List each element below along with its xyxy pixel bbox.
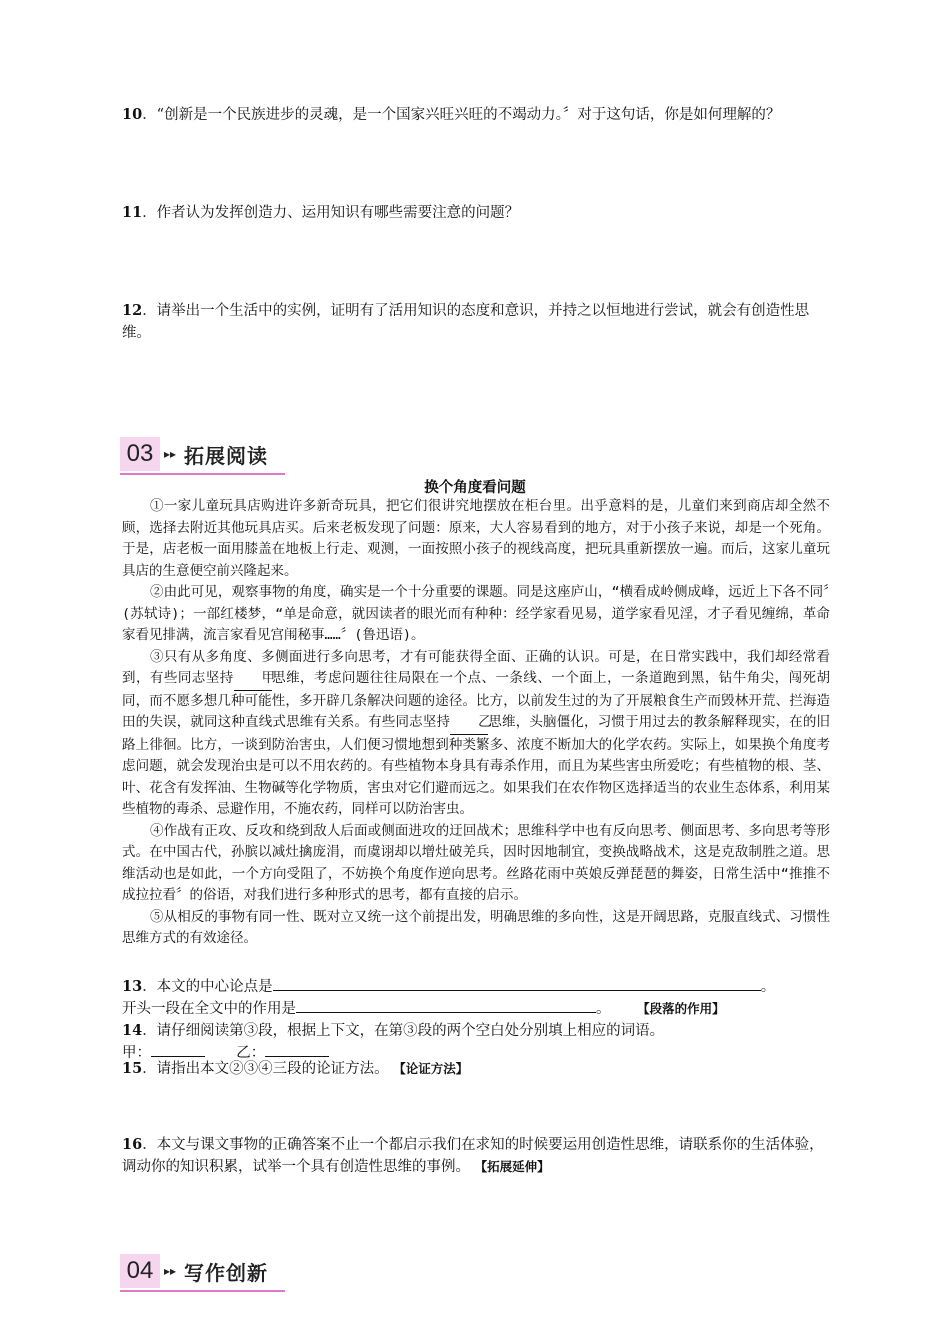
question-text: ．“创新是一个民族进步的灵魂，是一个国家兴旺兴旺的不竭动力。〞对于这句话，你是如何理解的？	[142, 107, 781, 123]
paragraph-3	[122, 647, 830, 821]
question-number: 14	[122, 1022, 143, 1039]
blank-jia: 甲	[234, 668, 272, 691]
question-10	[122, 104, 830, 126]
question-13-line-2	[122, 998, 830, 1020]
period: 。	[760, 979, 776, 995]
label-yi: 乙：	[236, 1045, 266, 1061]
question-16	[122, 1134, 830, 1178]
question-12	[122, 300, 830, 344]
paragraph-4: ④作战有正攻、反攻和绕到敌人后面或侧面进攻的迂回战术；思维科学中也有反向思考、侧面思考、多向思考等形式。在中国古代，孙膑以减灶擒庞涓，而虞诩却以增灶破羌兵，因时因地制宜，变换战略战术，这是克敌制胜之道。思维活动也是如此，一个方向受阻了，不妨换个角度作逆向思考。丝路花雨中英娘反弹琵琶的舞姿，日常生活中“推推不成拉拉看〞的俗语，对我们进行多种形式的思考，都有直接的启示。	[122, 822, 830, 903]
question-number: 12	[122, 302, 143, 319]
answer-blank-yi[interactable]	[265, 1042, 329, 1057]
question-number: 15	[122, 1060, 143, 1077]
question-text: ．本文的中心论点是	[142, 979, 273, 995]
double-arrow-icon: ▸▸	[164, 447, 177, 461]
label-jia: 甲：	[122, 1045, 151, 1061]
question-text: ．请仔细阅读第③段，根据上下文，在第③段的两个空白处分别填上相应的词语。	[142, 1023, 665, 1039]
section-number: 04	[120, 1254, 160, 1288]
answer-blank-main-argument[interactable]	[273, 976, 761, 991]
question-text: 开头一段在全文中的作用是	[122, 1001, 296, 1017]
question-13	[122, 976, 830, 1020]
question-11	[122, 202, 830, 224]
tag-label: 【段落的作用】	[637, 1001, 725, 1016]
question-text: ．作者认为发挥创造力、运用知识有哪些需要注意的问题？	[142, 205, 520, 221]
double-arrow-icon: ▸▸	[164, 1264, 177, 1278]
answer-blank-paragraph-role[interactable]	[296, 998, 596, 1013]
article-body	[122, 496, 830, 950]
section-title: 写作创新	[184, 1261, 268, 1285]
blank-yi: 乙	[450, 712, 488, 735]
question-number: 10	[122, 106, 143, 123]
paragraph-3-part-2: 思维，考虑问题往往局限在一个点、一条线、一个面上，一条道跑到黑，钻牛角尖，闯死胡同，而不愿多想几种可能性，多开辟几条解决问题的途径。比方，以前发生过的为了开展粮食生产而毁林开荒、拦海造田的失误，就同这种直线式思维有关系。有些同志坚持	[122, 670, 831, 730]
question-15	[122, 1058, 830, 1080]
section-number: 03	[120, 437, 160, 471]
question-13-line-1	[122, 976, 830, 998]
question-text: ．请举出一个生活中的实例，证明有了活用知识的态度和意识，并持之以恒地进行尝试，就会有创造性思维。	[122, 303, 810, 341]
paragraph-5: ⑤从相反的事物有同一性、既对立又统一这个前提出发，明确思维的多向性，这是开阔思路，克服直线式、习惯性思维方式的有效途径。	[122, 908, 830, 946]
question-text: ．本文与课文事物的正确答案不止一个都启示我们在求知的时候要运用创造性思维，请联系你的生活体验，调动你的知识积累，试举一个具有创造性思维的事例。	[122, 1137, 824, 1175]
question-number: 11	[122, 204, 143, 221]
paragraph-3-part-1: ③只有从多角度、多侧面进行多向思考，才有可能获得全面、正确的认识。可是，在日常实践中，我们却经常看到，有些同志坚持	[122, 648, 830, 686]
period: 。	[596, 1001, 611, 1017]
question-number: 16	[122, 1136, 143, 1153]
article-title: 换个角度看问题	[424, 479, 526, 496]
tag-label: 【论证方法】	[393, 1061, 469, 1076]
tag-label: 【拓展延伸】	[474, 1159, 550, 1174]
question-number: 13	[122, 978, 143, 995]
section-underline	[120, 473, 285, 475]
section-underline	[120, 1290, 285, 1292]
section-header-writing	[120, 1254, 285, 1290]
paragraph-1: ①一家儿童玩具店购进许多新奇玩具，把它们很讲究地摆放在柜台里。出乎意料的是，儿童们来到商店却全然不顾，选择去附近其他玩具店买。后来老板发现了问题：原来，大人容易看到的地方，对于小孩子来说，却是一个死角。于是，店老板一面用膝盖在地板上行走、观测，一面按照小孩子的视线高度，把玩具重新摆放一遍。而后，这家儿童玩具店的生意便空前兴隆起来。	[122, 498, 830, 579]
section-title: 拓展阅读	[184, 444, 268, 468]
section-header-extended-reading	[120, 437, 285, 473]
answer-blank-jia[interactable]	[151, 1042, 205, 1057]
question-text: ．请指出本文②③④三段的论证方法。	[142, 1061, 389, 1077]
paragraph-2: ②由此可见，观察事物的角度，确实是一个十分重要的课题。同是这座庐山，“横看成岭侧成峰，远近上下各不同〞(苏轼诗)；一部红楼梦，“单是命意，就因读者的眼光而有种种：经学家看见易，道学家看见淫，才子看见缠绵，革命家看见排满，流言家看见宫闱秘事……〞(鲁迅语)。	[122, 584, 830, 643]
paragraph-3-part-3: 思维，头脑僵化，习惯于用过去的教条解释现实，在的旧路上徘徊。比方，一谈到防治害虫，人们便习惯地想到种类繁多、浓度不断加大的化学农药。实际上，如果换个角度考虑问题，就会发现治虫是可以不用农药的。有些植物本身具有毒杀作用，而且为某些害虫所爱吃；有些植物的根、茎、叶、花含有发挥油、生物碱等化学物质，害虫对它们避而远之。如果我们在农作物区选择适当的农业生态体系，利用某些植物的毒杀、忌避作用，不施农药，同样可以防治害虫。	[122, 714, 831, 817]
